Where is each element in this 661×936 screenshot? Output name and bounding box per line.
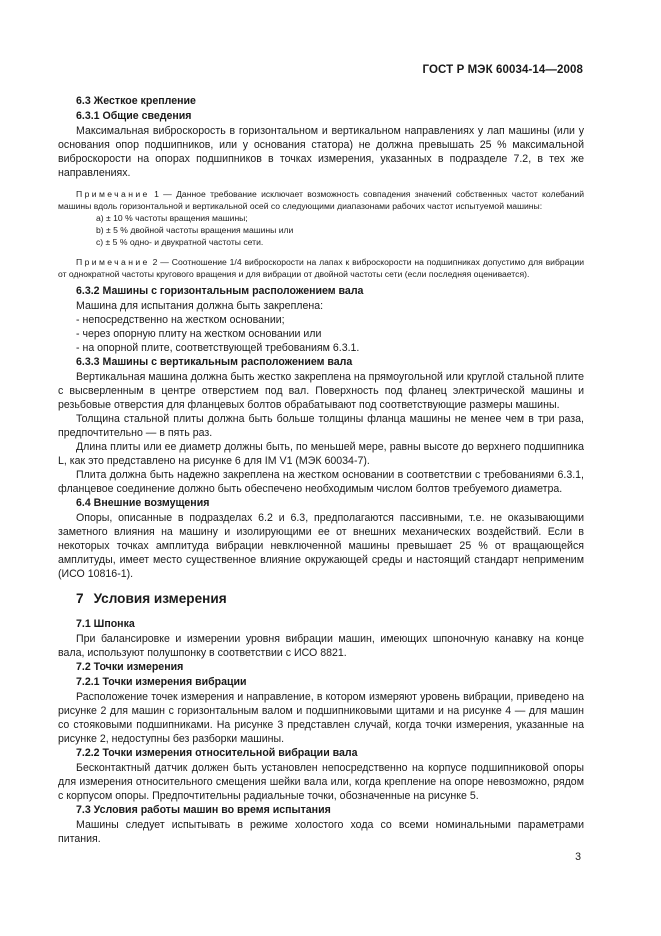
heading-7-1: 7.1 Шпонка	[76, 618, 135, 630]
heading-6-3: 6.3 Жесткое крепление	[76, 95, 196, 107]
list-item-6-3-2-3: - на опорной плите, соответствующей требованиям 6.3.1.	[76, 342, 360, 354]
heading-7-3: 7.3 Условия работы машин во время испытания	[76, 804, 331, 816]
paragraph-7-2-1: Расположение точек измерения и направление, в котором измеряют уровень вибрации, приведено на рисунке 2 для машин с горизонтальным валом и подшипниковыми щитами и на рисунке 4 — для машин со стояковыми подшипниками. На рисунке 3 представлен случай, когда точки измерения, указанные на рисунке 2, недоступны без разборки машины.	[58, 691, 584, 745]
page-content	[58, 94, 584, 846]
section-7-name: Условия измерения	[93, 591, 227, 606]
paragraph-6-3-3-3: Длина плиты или ее диаметр должны быть, по меньшей мере, равны высоте до верхнего подшипника L, как это представлено на рисунке 6 для IM V1 (МЭК 60034-7).	[58, 441, 584, 467]
heading-6-3-2: 6.3.2 Машины с горизонтальным расположением вала	[76, 285, 364, 297]
paragraph-7-3: Машины следует испытывать в режиме холостого хода со всеми номинальными параметрами питания.	[58, 819, 584, 845]
note-1-item-b: b) ± 5 % двойной частоты вращения машины или	[96, 225, 294, 235]
paragraph-6-3-1: Максимальная виброскорость в горизонтальном и вертикальном направлениях у лап машины (или у основания опор подшипников, или у основания статора) не должна превышать 25 % максимальной виброскорости на опорах подшипников в точках измерения, указанных в подразделе 7.2, в тех же направлениях.	[58, 125, 584, 179]
paragraph-6-3-3-2: Толщина стальной плиты должна быть больше толщины фланца машины не менее чем в три раза, предпочтительно — в пять раз.	[58, 413, 584, 439]
note-1-item-a: a) ± 10 % частоты вращения машины;	[96, 213, 248, 223]
heading-7-2: 7.2 Точки измерения	[76, 661, 184, 673]
standard-header: ГОСТ Р МЭК 60034-14—2008	[422, 64, 583, 76]
paragraph-6-3-2: Машина для испытания должна быть закреплена:	[76, 300, 324, 312]
list-item-6-3-2-2: - через опорную плиту на жестком основании или	[76, 328, 322, 340]
paragraph-7-2-2: Бесконтактный датчик должен быть установлен непосредственно на корпусе подшипниковой опоры для измерения относительного смещения шейки вала или, когда крепление на опоре невозможно, рядом с корпусом опоры. Предпочтительны радиальные точки, обозначенные на рисунке 5.	[58, 762, 584, 802]
page-number: 3	[575, 851, 581, 863]
section-7-number: 7	[76, 591, 84, 606]
note-2-text: 2 — Соотношение 1/4 виброскорости на лапах к виброскорости на подшипниках допустимо для вибрации от однократной частоты кругового вращения и для вибрации от двойной частоты сети (если последняя оценивается).	[58, 257, 584, 279]
heading-6-3-1: 6.3.1 Общие сведения	[76, 110, 192, 122]
note-1	[58, 188, 584, 212]
section-7-title	[58, 589, 584, 609]
paragraph-7-1: При балансировке и измерении уровня вибрации машин, имеющих шпоночную канавку на конце вала, используют полушпонку в соответствии с ИСО 8821.	[58, 633, 584, 659]
heading-6-3-3: 6.3.3 Машины с вертикальным расположением вала	[76, 356, 353, 368]
paragraph-6-3-3-1: Вертикальная машина должна быть жестко закреплена на прямоугольной или круглой стальной плите с высверленным в центре отверстием под вал. Поверхность под фланец электрической машины и резьбовые отверстия для фланцевых болтов обрабатывают под соответствующие размеры машины.	[58, 371, 584, 411]
paragraph-6-4: Опоры, описанные в подразделах 6.2 и 6.3, предполагаются пассивными, т.е. не оказывающими заметного влияния на машину и изолирующими ее от внешних механических воздействий. Если в некоторых точках амплитуда вибрации невключенной машины превышает 25 % от вращающейся амплитуды, имеет место существенное влияние окружающей среды и настоящий стандарт неприменим (ИСО 10816-1).	[58, 512, 584, 580]
note-2	[58, 256, 584, 280]
heading-6-4: 6.4 Внешние возмущения	[76, 497, 210, 509]
heading-7-2-1: 7.2.1 Точки измерения вибрации	[76, 676, 247, 688]
list-item-6-3-2-1: - непосредственно на жестком основании;	[76, 314, 285, 326]
note-1-label: Примечание	[76, 189, 150, 199]
note-1-text: 1 — Данное требование исключает возможность совпадения значений собственных частот колебаний машины вдоль горизонтальной и вертикальной осей со следующими диапазонами рабочих частот испытуемой машины:	[58, 189, 584, 211]
paragraph-6-3-3-4: Плита должна быть надежно закреплена на жестком основании в соответствии с требованиями 6.3.1, фланцевое соединение должно быть обеспечено необходимым числом болтов требуемого диаметра.	[58, 469, 584, 495]
note-1-item-c: c) ± 5 % одно- и двукратной частоты сети.	[96, 237, 264, 247]
note-2-label: Примечание	[76, 257, 150, 267]
heading-7-2-2: 7.2.2 Точки измерения относительной вибрации вала	[76, 747, 358, 759]
